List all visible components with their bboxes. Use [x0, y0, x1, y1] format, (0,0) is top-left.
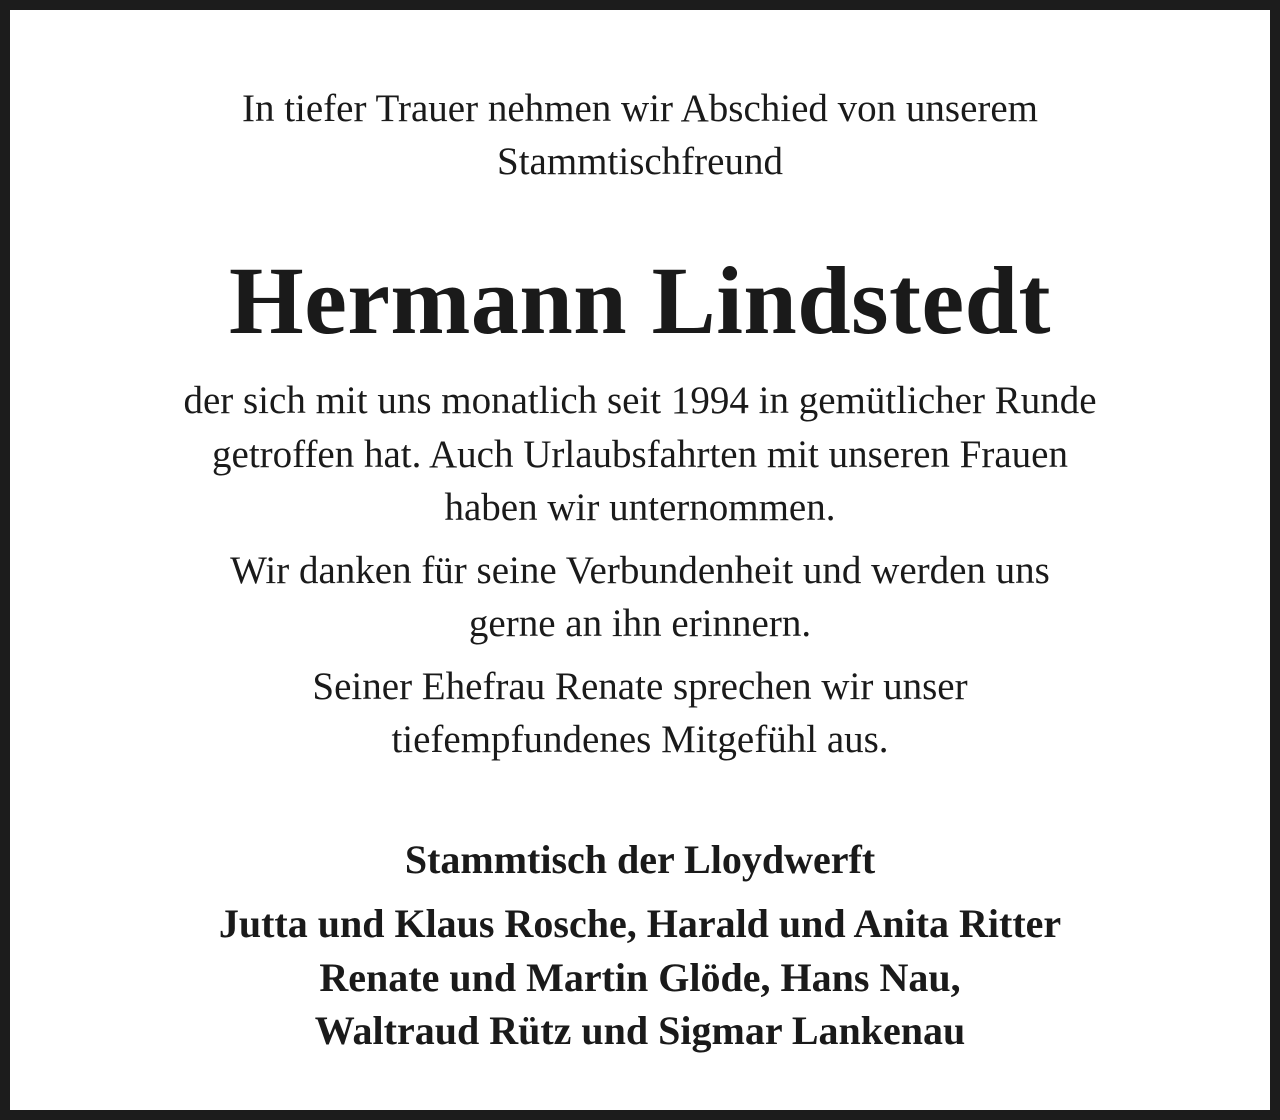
signatories	[10, 897, 1270, 1058]
body-line: getroffen hat. Auch Urlaubsfahrten mit unseren Frauen	[212, 432, 1068, 476]
signatory-line: Jutta und Klaus Rosche, Harald und Anita Ritter	[218, 901, 1062, 946]
body-paragraph	[10, 374, 1270, 535]
intro-text	[10, 82, 1270, 188]
notice-body	[10, 374, 1270, 776]
body-paragraph	[10, 544, 1270, 651]
body-line: gerne an ihn erinnern.	[468, 602, 812, 645]
intro-line: In tiefer Trauer nehmen wir Abschied von unserem	[241, 87, 1039, 130]
intro-line: Stammtischfreund	[497, 140, 783, 183]
body-line: Wir danken für seine Verbundenheit und werden uns	[230, 548, 1050, 592]
body-line: tiefempfundenes Mitgefühl aus.	[391, 718, 889, 761]
signatory-line: Renate und Martin Glöde, Hans Nau,	[319, 954, 961, 1000]
group-name: Stammtisch der Lloydwerft	[404, 837, 876, 882]
signatory-line: Waltraud Rütz und Sigmar Lankenau	[314, 1008, 966, 1053]
deceased-name: Hermann Lindstedt	[229, 247, 1051, 354]
body-line: Seiner Ehefrau Renate sprechen wir unser	[312, 664, 968, 708]
body-paragraph	[10, 660, 1270, 767]
body-line: haben wir unternommen.	[444, 486, 836, 529]
body-line: der sich mit uns monatlich seit 1994 in gemütlicher Runde	[183, 379, 1097, 422]
